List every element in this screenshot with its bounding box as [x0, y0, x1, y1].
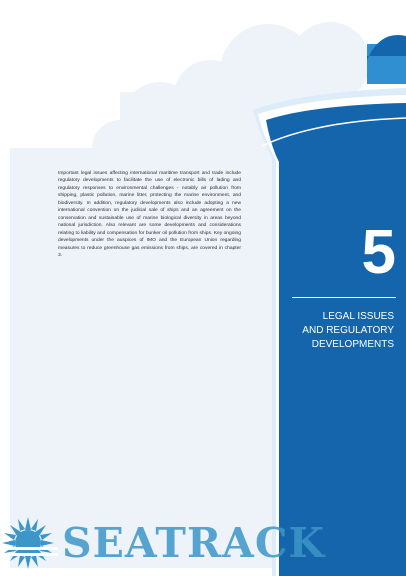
watermark	[0, 513, 406, 573]
chapter-title	[292, 310, 394, 352]
chapter-number: 5	[361, 218, 396, 287]
intro-paragraph: Important legal issues affecting international maritime transport and trade include regulatory developments to facilitate the use of electronic bills of lading and regulatory responses to environmental challenges - notably air pollution from shipping, plastic pollution, marine litter, protecting the marine environment, and biodiversity. In addition, regulatory developments also include adopting a new international convention on the judicial sale of ships and an agreement on the conservation and sustainable use of marine biological diversity in areas beyond national jurisdiction. Also relevant are some developments and considerations relating to liability and compensation for bunker oil pollution from ships. Key ongoing developments under the auspices of IMO and the European Union regarding measures to reduce greenhouse gas emissions from ships, are covered in chapter 3.	[58, 171, 241, 258]
chapter-title-line: DEVELOPMENTS	[311, 339, 394, 350]
chapter-divider	[292, 297, 396, 298]
chapter-title-line: LEGAL ISSUES	[322, 311, 394, 322]
chapter-title-line: AND REGULATORY	[302, 325, 394, 336]
watermark-text: SEATRACK	[62, 519, 326, 567]
